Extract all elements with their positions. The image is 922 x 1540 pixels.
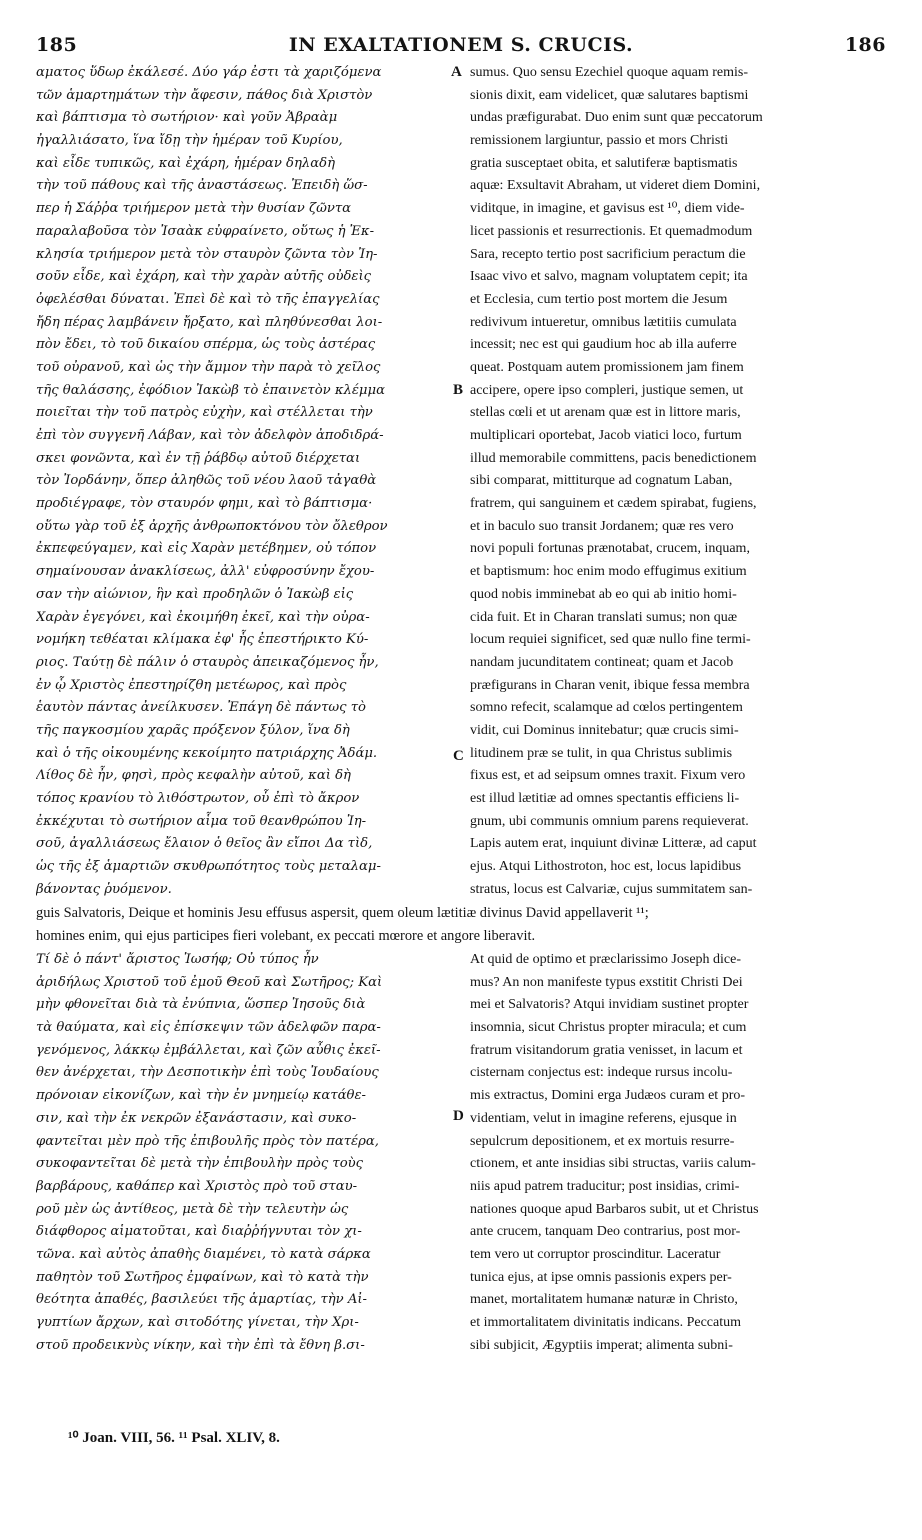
footnotes: ¹⁰ Joan. VIII, 56. ¹¹ Psal. XLIV, 8.: [68, 1430, 280, 1446]
latin-text-line: ctionem, et ante insidias sibi structas, variis calum-: [470, 1156, 756, 1172]
greek-text-line: τὴν τοῦ πάθους καὶ τῆς ἀναστάσεως. Ἐπειδὴ ὥσ-: [36, 178, 368, 194]
latin-text-line: et in baculo suo transit Jordanem; quæ res vero: [470, 518, 734, 534]
greek-text-line: φαντεῖται μὲν πρὸ τῆς ἐπιβουλῆς πρὸς τὸν πατέρα,: [36, 1133, 379, 1149]
greek-text-line: καὶ ὁ τῆς οἰκουμένης κεκοίμητο πατριάρχης Ἀδάμ.: [36, 745, 378, 761]
latin-text-line: est illud lætitiæ ad omnes spectantis efficiens li-: [470, 791, 740, 806]
greek-text-line: βαρβάρους, καθάπερ καὶ Χριστὸς πρὸ τοῦ σταυ-: [36, 1178, 358, 1194]
greek-text-line: ἐπὶ τὸν συγγενῆ Λάβαν, καὶ τὸν ἀδελφὸν ἀποδιδρά-: [36, 428, 384, 443]
latin-text-line: mei et Salvatoris? Atqui invidiam sustinet propter: [470, 997, 749, 1013]
greek-text-line: καὶ εἶδε τυπικῶς, καὶ ἐχάρη, ἡμέραν δηλαδὴ: [36, 155, 335, 171]
greek-text-line: ἐν ᾧ Χριστὸς ἐπεστηρίζθη μετέωρος, καὶ πρὸς: [36, 677, 347, 693]
latin-text-line: et Ecclesia, cum tertio post mortem die Jesum: [470, 291, 728, 307]
greek-text-line: τῆς θαλάσσης, ἐφόδιον Ἰακὼβ τὸ ἐπαινετὸν κλέμμα: [36, 382, 385, 398]
latin-text-line: redivivum intueretur, omnibus lætitiis cumulata: [470, 314, 737, 330]
full-width-text-line: homines enim, qui ejus participes fieri volebant, ex peccati mœrore et angore liberavit.: [36, 927, 536, 944]
latin-text-line: illud memorabile committens, pacis benedictionem: [470, 450, 757, 466]
greek-text-line: τῶνα. καὶ αὐτὸς ἀπαθὴς διαμένει, τὸ κατὰ σάρκα: [36, 1246, 371, 1262]
page-number-right: 186: [844, 34, 886, 56]
latin-text-line: nandam jucunditatem contineat; quam et Jacob: [470, 654, 734, 670]
greek-text-line: σκει φονῶντα, καὶ ἐν τῇ ῥάβδῳ αὐτοῦ διέρχεται: [36, 450, 361, 466]
latin-text-line: vidit, cui Dominus innitebatur; quæ crucis simi-: [470, 722, 739, 738]
greek-text-line: ὡς τῆς ἐξ ἁμαρτιῶν σκυθρωπότητος τοὺς μεταλαμ-: [36, 859, 381, 875]
latin-text-line: et baptismum: hoc enim modo effugimus exitium: [470, 564, 747, 580]
latin-text-line: videntiam, velut in imagine referens, ejusque in: [470, 1110, 737, 1126]
latin-text-line: et immortalitatem divinitatis indicans. Peccatum: [470, 1315, 741, 1330]
latin-text-line: fratrem, qui sanguinem et cædem spirabat, fugiens,: [470, 496, 757, 512]
latin-text-line: nationes quoque apud Barbaros subit, ut et Christus: [470, 1201, 759, 1217]
latin-text-line: queat. Postquam autem promissionem jam finem: [470, 359, 744, 375]
full-width-lines: [36, 902, 888, 947]
greek-text-line: ὀφελέσθαι δύναται. Ἐπεὶ δὲ καὶ τὸ τῆς ἐπαγγελίας: [36, 291, 380, 307]
greek-text-line: τόπος κρανίου τὸ λιθόστρωτον, οὗ ἐπὶ τὸ ἄκρον: [36, 791, 360, 806]
greek-text-line: τὰ θαύματα, καὶ εἰς ἐπίσκεψιν τῶν ἀδελφῶν παρα-: [36, 1020, 381, 1036]
greek-text-line: τῶν ἁμαρτημάτων τὴν ἄφεσιν, πάθος διὰ Χριστὸν: [36, 87, 373, 103]
greek-text-line: βάνοντας ῥυόμενον.: [36, 881, 172, 897]
greek-text-line: ροῦ μὲν ὡς ἀντίθεος, μετὰ δὲ τὴν τελευτὴν ὡς: [36, 1201, 349, 1217]
latin-text-line: fratrum visitandorum gratia venisset, in lacum et: [470, 1042, 743, 1058]
greek-column-top: [36, 62, 456, 901]
greek-text-line: Χαρὰν ἐγεγόνει, καὶ ἐκοιμήθη ἐκεῖ, καὶ τὴν οὐρα-: [36, 609, 370, 625]
latin-text-line: sionis dixit, eam videlicet, quæ salutares baptismi: [470, 87, 749, 103]
latin-text-line: viditque, in imagine, et gavisus est ¹⁰, diem vide-: [470, 201, 745, 217]
greek-text-line: προδιέγραφε, τὸν σταυρόν φημι, καὶ τὸ βάπτισμα·: [36, 496, 373, 512]
greek-text-line: κλησία τριήμερον μετὰ τὸν σταυρὸν ζῶντα τὸν Ἰη-: [36, 246, 378, 262]
latin-text-line: tunica ejus, at ipse omnis passionis expers per-: [470, 1269, 732, 1285]
margin-mark-a: A: [451, 64, 462, 80]
greek-text-line: ἠγαλλιάσατο, ἵνα ἴδῃ τὴν ἡμέραν τοῦ Κυρίου,: [36, 133, 343, 149]
greek-text-line: παραλαβοῦσα τὸν Ἰσαὰκ εὐφραίνετο, οὕτως ἡ Ἐκ-: [36, 223, 375, 239]
greek-text-line: θεν ἀνέρχεται, τὴν Δεσποτικὴν ἐπὶ τοὺς Ἰουδαίους: [36, 1065, 379, 1081]
latin-text-line: gnum, ubi communis omnium parens requieverat.: [470, 813, 749, 829]
greek-text-line: ɑματος ὕδωρ ἐκάλεσέ. Δύο γάρ ἐστι τὰ χαριζόμενα: [36, 65, 382, 80]
latin-text-line: accipere, opere ipso compleri, justique semen, ut: [470, 382, 744, 398]
latin-text-line: Lapis autem erat, inquiunt divinæ Litteræ, ad caput: [470, 836, 757, 852]
latin-text-line: mis extractus, Domini erga Judæos curam et pro-: [470, 1088, 746, 1104]
greek-text-line: πρόνοιαν εἰκονίζων, καὶ τὴν ἐν μνημείῳ κατάθε-: [36, 1088, 367, 1104]
margin-mark-d: D: [453, 1108, 464, 1124]
latin-text-line: ejus. Atqui Lithostroton, hoc est, locus lapidibus: [470, 859, 742, 875]
latin-text-line: licet passionis et resurrectionis. Et quemadmodum: [470, 223, 753, 239]
greek-text-line: ἤδη πέρας λαμβάνειν ἤρξατο, καὶ πληθύνεσθαι λοι-: [36, 314, 383, 330]
greek-text-line: σαν τὴν αἰώνιον, ἣν καὶ προδηλῶν ὁ Ἰακὼβ εἰς: [36, 586, 354, 602]
latin-text-line: sepulcrum depositionem, et ex mortuis resurre-: [470, 1133, 735, 1149]
latin-text-line: mus? An non manifeste typus exstitit Christi Dei: [470, 974, 743, 990]
greek-text-line: καὶ βάπτισμα τὸ σωτήριον· καὶ γοῦν Ἀβραὰμ: [36, 110, 338, 126]
greek-text-line: ἐκπεφεύγαμεν, καὶ εἰς Χαρὰν μετέβημεν, οὐ τόπον: [36, 541, 377, 557]
greek-text-line: σοῦ, ἀγαλλιάσεως ἔλαιον ὁ θεῖος ἂν εἴποι Δα τὶδ,: [36, 836, 373, 852]
latin-text-line: Isaac vivo et salvo, magnam voluptatem cepit; ita: [470, 269, 748, 285]
greek-text-line: Λίθος δὲ ἦν, φησὶ, πρὸς κεφαλὴν αὐτοῦ, καὶ δὴ: [36, 768, 351, 784]
greek-text-line: γυπτίων ἄρχων, καὶ σιτοδότης γίνεται, τὴν Χρι-: [36, 1315, 359, 1330]
greek-text-line: ἑαυτὸν πάντας ἀνείλκυσεν. Ἐπάγη δὲ πάντως τὸ: [36, 700, 366, 716]
latin-text-line: undas præfigurabat. Duo enim sunt quæ peccatorum: [470, 110, 763, 126]
greek-text-line: παθητὸν τοῦ Σωτῆρος ἐμφαίνων, καὶ τὸ κατὰ τὴν: [36, 1269, 369, 1285]
greek-text-line: πὸν ἔδει, τὸ τοῦ δικαίου σπέρμα, ὡς τοὺς ἀστέρας: [36, 337, 376, 353]
latin-text-line: incessit; nec est qui gaudium hoc ab illa auferre: [470, 337, 737, 353]
latin-text-line: litudinem præ se tulit, in qua Christus sublimis: [470, 745, 733, 761]
latin-text-line: insomnia, sicut Christus propter miracula; et cum: [470, 1020, 747, 1036]
latin-text-line: somno refecit, scalamque ad cœlos pertingentem: [470, 700, 743, 716]
greek-text-line: ποιεῖται τὴν τοῦ πατρὸς εὐχὴν, καὶ στέλλεται τὴν: [36, 405, 373, 421]
latin-text-line: multiplicari oportebat, Jacob viatici loco, furtum: [470, 428, 742, 443]
greek-text-line: περ ἡ Σάῤῥα τριήμερον μετὰ τὴν θυσίαν ζῶντα: [36, 201, 352, 217]
latin-text-line: gratia susceptaet obita, et salutiferæ baptismatis: [470, 155, 738, 171]
latin-text-line: præfigurans in Charan venit, ibique fessa membra: [470, 677, 750, 693]
greek-text-line: ριος. Ταύτῃ δὲ πάλιν ὁ σταυρὸς ἀπεικαζόμενος ἦν,: [36, 654, 379, 670]
latin-text-line: ante crucem, tanquam Deo contrarius, post mor-: [470, 1224, 741, 1240]
greek-text-line: διάφθορος αἱματοῦται, καὶ διαῤῥήγνυται τὸν χι-: [36, 1224, 362, 1240]
greek-text-line: γενόμενος, λάκκῳ ἐμβάλλεται, καὶ ζῶν αὖθις ἐκεῖ-: [36, 1042, 381, 1058]
latin-text-line: Sara, recepto tertio post sacrificium peractum die: [470, 246, 746, 262]
greek-text-line: Τί δὲ ὁ πάντ' ἄριστος Ἰωσήφ; Οὐ τύπος ἦν: [36, 952, 319, 967]
greek-text-line: νομήκη τεθέαται κλίμακα ἐφ' ἧς ἐπεστήρικτο Κύ-: [36, 632, 369, 648]
latin-text-line: manet, mortalitatem humanæ naturæ in Christo,: [470, 1292, 738, 1308]
latin-column-top: [470, 62, 888, 901]
margin-mark-b: B: [453, 382, 464, 398]
latin-text-line: aquæ: Exsultavit Abraham, ut videret diem Domini,: [470, 178, 761, 194]
latin-text-line: stellas cœli et ut arenam quæ est in littore maris,: [470, 405, 741, 421]
latin-text-line: quod nobis imminebat ab eo qui ab initio homi-: [470, 586, 737, 602]
greek-text-line: σοῦν εἶδε, καὶ ἐχάρη, καὶ τὴν χαρὰν αὐτῆς οὐδεὶς: [36, 269, 372, 285]
page-header: [36, 34, 886, 64]
greek-text-line: σημαίνουσαν ἀνακλίσεως, ἀλλ' εὐφροσύνην ἔχου-: [36, 564, 375, 580]
greek-text-line: θεότητα ἀπαθές, βασιλεύει τῆς ἁμαρτίας, τὴν Αἰ-: [36, 1292, 368, 1308]
latin-text-line: locum requiei significet, sed quæ nullo fine termi-: [470, 632, 751, 648]
greek-text-line: τοῦ οὐρανοῦ, καὶ ὡς τὴν ἄμμον τὴν παρὰ τὸ χεῖλος: [36, 359, 381, 375]
margin-mark-c: C: [453, 748, 464, 764]
greek-text-line: τῆς παγκοσμίου χαρᾶς πρόξενον ξύλον, ἵνα δὴ: [36, 722, 350, 738]
greek-text-line: μὴν φθονεῖται διὰ τὰ ἐνύπνια, ὥσπερ Ἰησοῦς διὰ: [36, 997, 366, 1013]
latin-text-line: stratus, locus est Calvariæ, cujus summitatem san-: [470, 881, 753, 897]
greek-text-line: τὸν Ἰορδάνην, ὅπερ ἀληθῶς τοῦ νέου λαοῦ τἀγαθὰ: [36, 473, 377, 489]
latin-text-line: sibi subjicit, Ægyptiis imperat; alimenta subni-: [470, 1337, 733, 1353]
latin-text-line: tem vero ut corruptor proscinditur. Laceratur: [470, 1246, 721, 1262]
latin-text-line: cisternam conjectus est: indeque rursus incolu-: [470, 1065, 733, 1081]
page-number-left: 185: [36, 34, 78, 56]
greek-text-line: ἐκκέχυται τὸ σωτήριον αἷμα τοῦ θεανθρώπου Ἰη-: [36, 813, 367, 829]
latin-text-line: fixus est, et ad seipsum omnes traxit. Fixum vero: [470, 768, 746, 784]
latin-text-line: sibi comparat, mittiturque ad cognatum Laban,: [470, 473, 733, 489]
greek-text-line: ἀριδήλως Χριστοῦ τοῦ ἐμοῦ Θεοῦ καὶ Σωτῆρος; Καὶ: [36, 974, 383, 990]
running-title: IN EXALTATIONEM S. CRUCIS.: [288, 34, 634, 56]
latin-text-line: remissionem largiuntur, passio et mors Christi: [470, 133, 729, 149]
greek-text-line: συκοφαντεῖται δὲ μετὰ τὴν ἐπιβουλὴν πρὸς τοὺς: [36, 1156, 364, 1172]
latin-text-line: cida fuit. Et in Charan translati sumus; non quæ: [470, 609, 738, 625]
greek-text-line: στοῦ προδεικνὺς νίκην, καὶ τὴν ἐπὶ τὰ ἔθνη β.σι-: [36, 1337, 365, 1353]
latin-text-line: niis apud patrem traducitur; post insidias, crimi-: [470, 1178, 740, 1194]
full-width-text-line: guis Salvatoris, Deique et hominis Jesu effusus aspersit, quem oleum lætitiæ divinus David appellaverit ¹¹;: [36, 905, 649, 921]
greek-column-bottom: [36, 949, 456, 1357]
greek-text-line: οὕτω γὰρ τοῦ ἐξ ἀρχῆς ἀνθρωποκτόνου τὸν ὄλεθρον: [36, 518, 388, 534]
greek-text-line: σιν, καὶ τὴν ἐκ νεκρῶν ἐξανάστασιν, καὶ συκο-: [36, 1110, 357, 1126]
latin-text-line: novi populi fortunas prænotabat, crucem, inquam,: [470, 541, 750, 557]
latin-column-bottom: [470, 949, 888, 1357]
latin-text-line: sumus. Quo sensu Ezechiel quoque aquam remis-: [470, 65, 748, 80]
latin-text-line: At quid de optimo et præclarissimo Joseph dice-: [470, 952, 742, 967]
